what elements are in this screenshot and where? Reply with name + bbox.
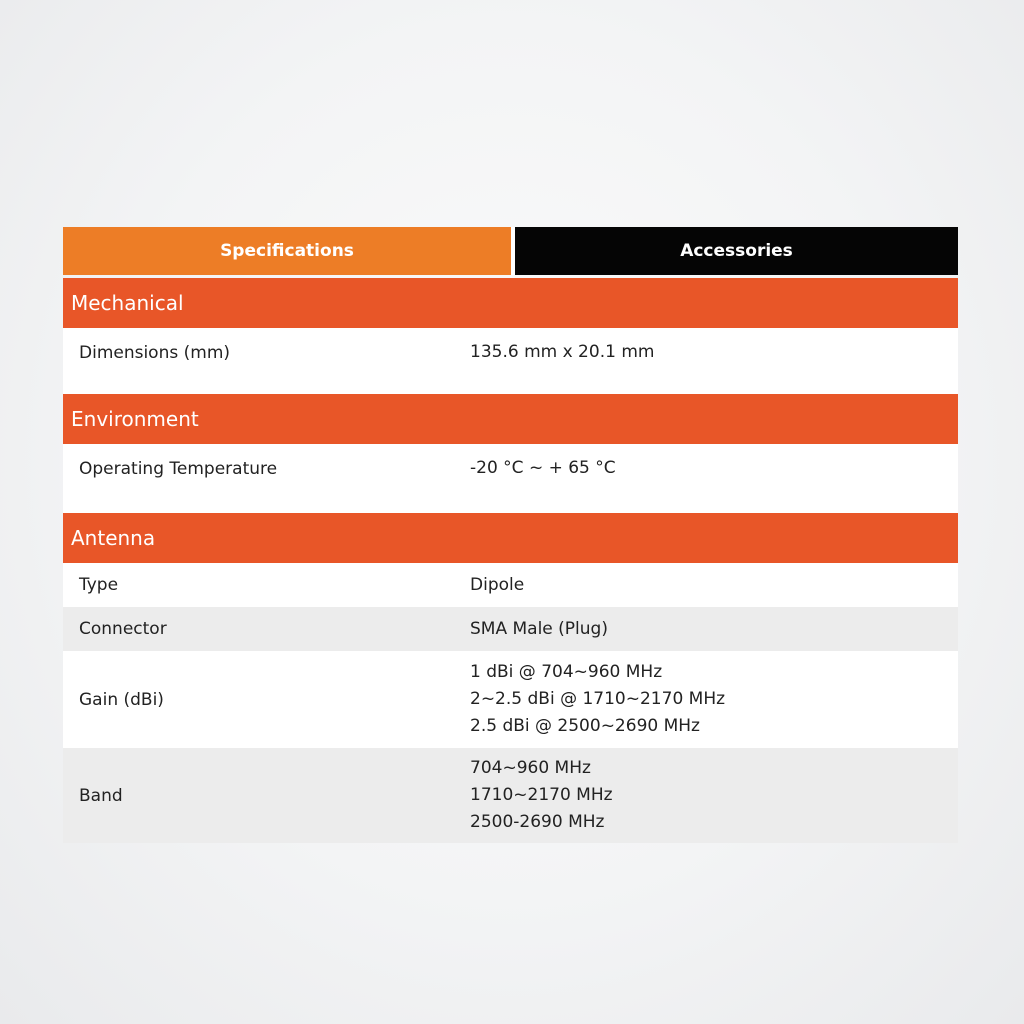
spacer (63, 377, 958, 394)
spec-value-line: Dipole (470, 574, 525, 595)
spec-row-band (63, 748, 958, 843)
tab-specifications[interactable]: Specifications (63, 227, 511, 275)
spec-value (470, 755, 958, 836)
spec-value (470, 455, 958, 482)
spec-value-line: 704~960 MHz (470, 758, 591, 778)
section-header-antenna: Antenna (63, 513, 958, 563)
spec-value-line: 135.6 mm x 20.1 mm (470, 342, 655, 362)
spec-value-line: 1 dBi @ 704~960 MHz (470, 662, 663, 682)
spec-row-gain (63, 651, 958, 748)
spec-value-line: 1710~2170 MHz (470, 785, 613, 805)
spec-value (470, 339, 958, 366)
spec-row-type (63, 563, 958, 607)
spec-value-line: 2~2.5 dBi @ 1710~2170 MHz (470, 689, 726, 709)
spec-label: Gain (dBi) (79, 689, 164, 710)
spec-value-line: 2500-2690 MHz (470, 812, 605, 832)
spec-label: Band (79, 785, 123, 806)
specifications-panel (63, 227, 958, 843)
section-header-mechanical: Mechanical (63, 278, 958, 328)
spacer (63, 493, 958, 513)
spec-value (470, 572, 958, 599)
spec-value (470, 616, 958, 643)
spec-value (470, 659, 958, 740)
spec-row-dimensions (63, 328, 958, 377)
spec-value-line: SMA Male (Plug) (470, 618, 608, 639)
tab-bar (63, 227, 958, 275)
spec-label: Dimensions (mm) (79, 342, 231, 363)
tab-accessories[interactable]: Accessories (515, 227, 958, 275)
spec-value-line: -20 °C ~ + 65 °C (470, 458, 616, 478)
spec-label: Connector (79, 619, 167, 639)
spec-label: Type (79, 575, 119, 595)
spec-row-connector (63, 607, 958, 651)
section-header-environment: Environment (63, 394, 958, 444)
spec-value-line: 2.5 dBi @ 2500~2690 MHz (470, 716, 700, 736)
spec-label: Operating Temperature (79, 458, 278, 479)
spec-row-operating-temperature (63, 444, 958, 493)
